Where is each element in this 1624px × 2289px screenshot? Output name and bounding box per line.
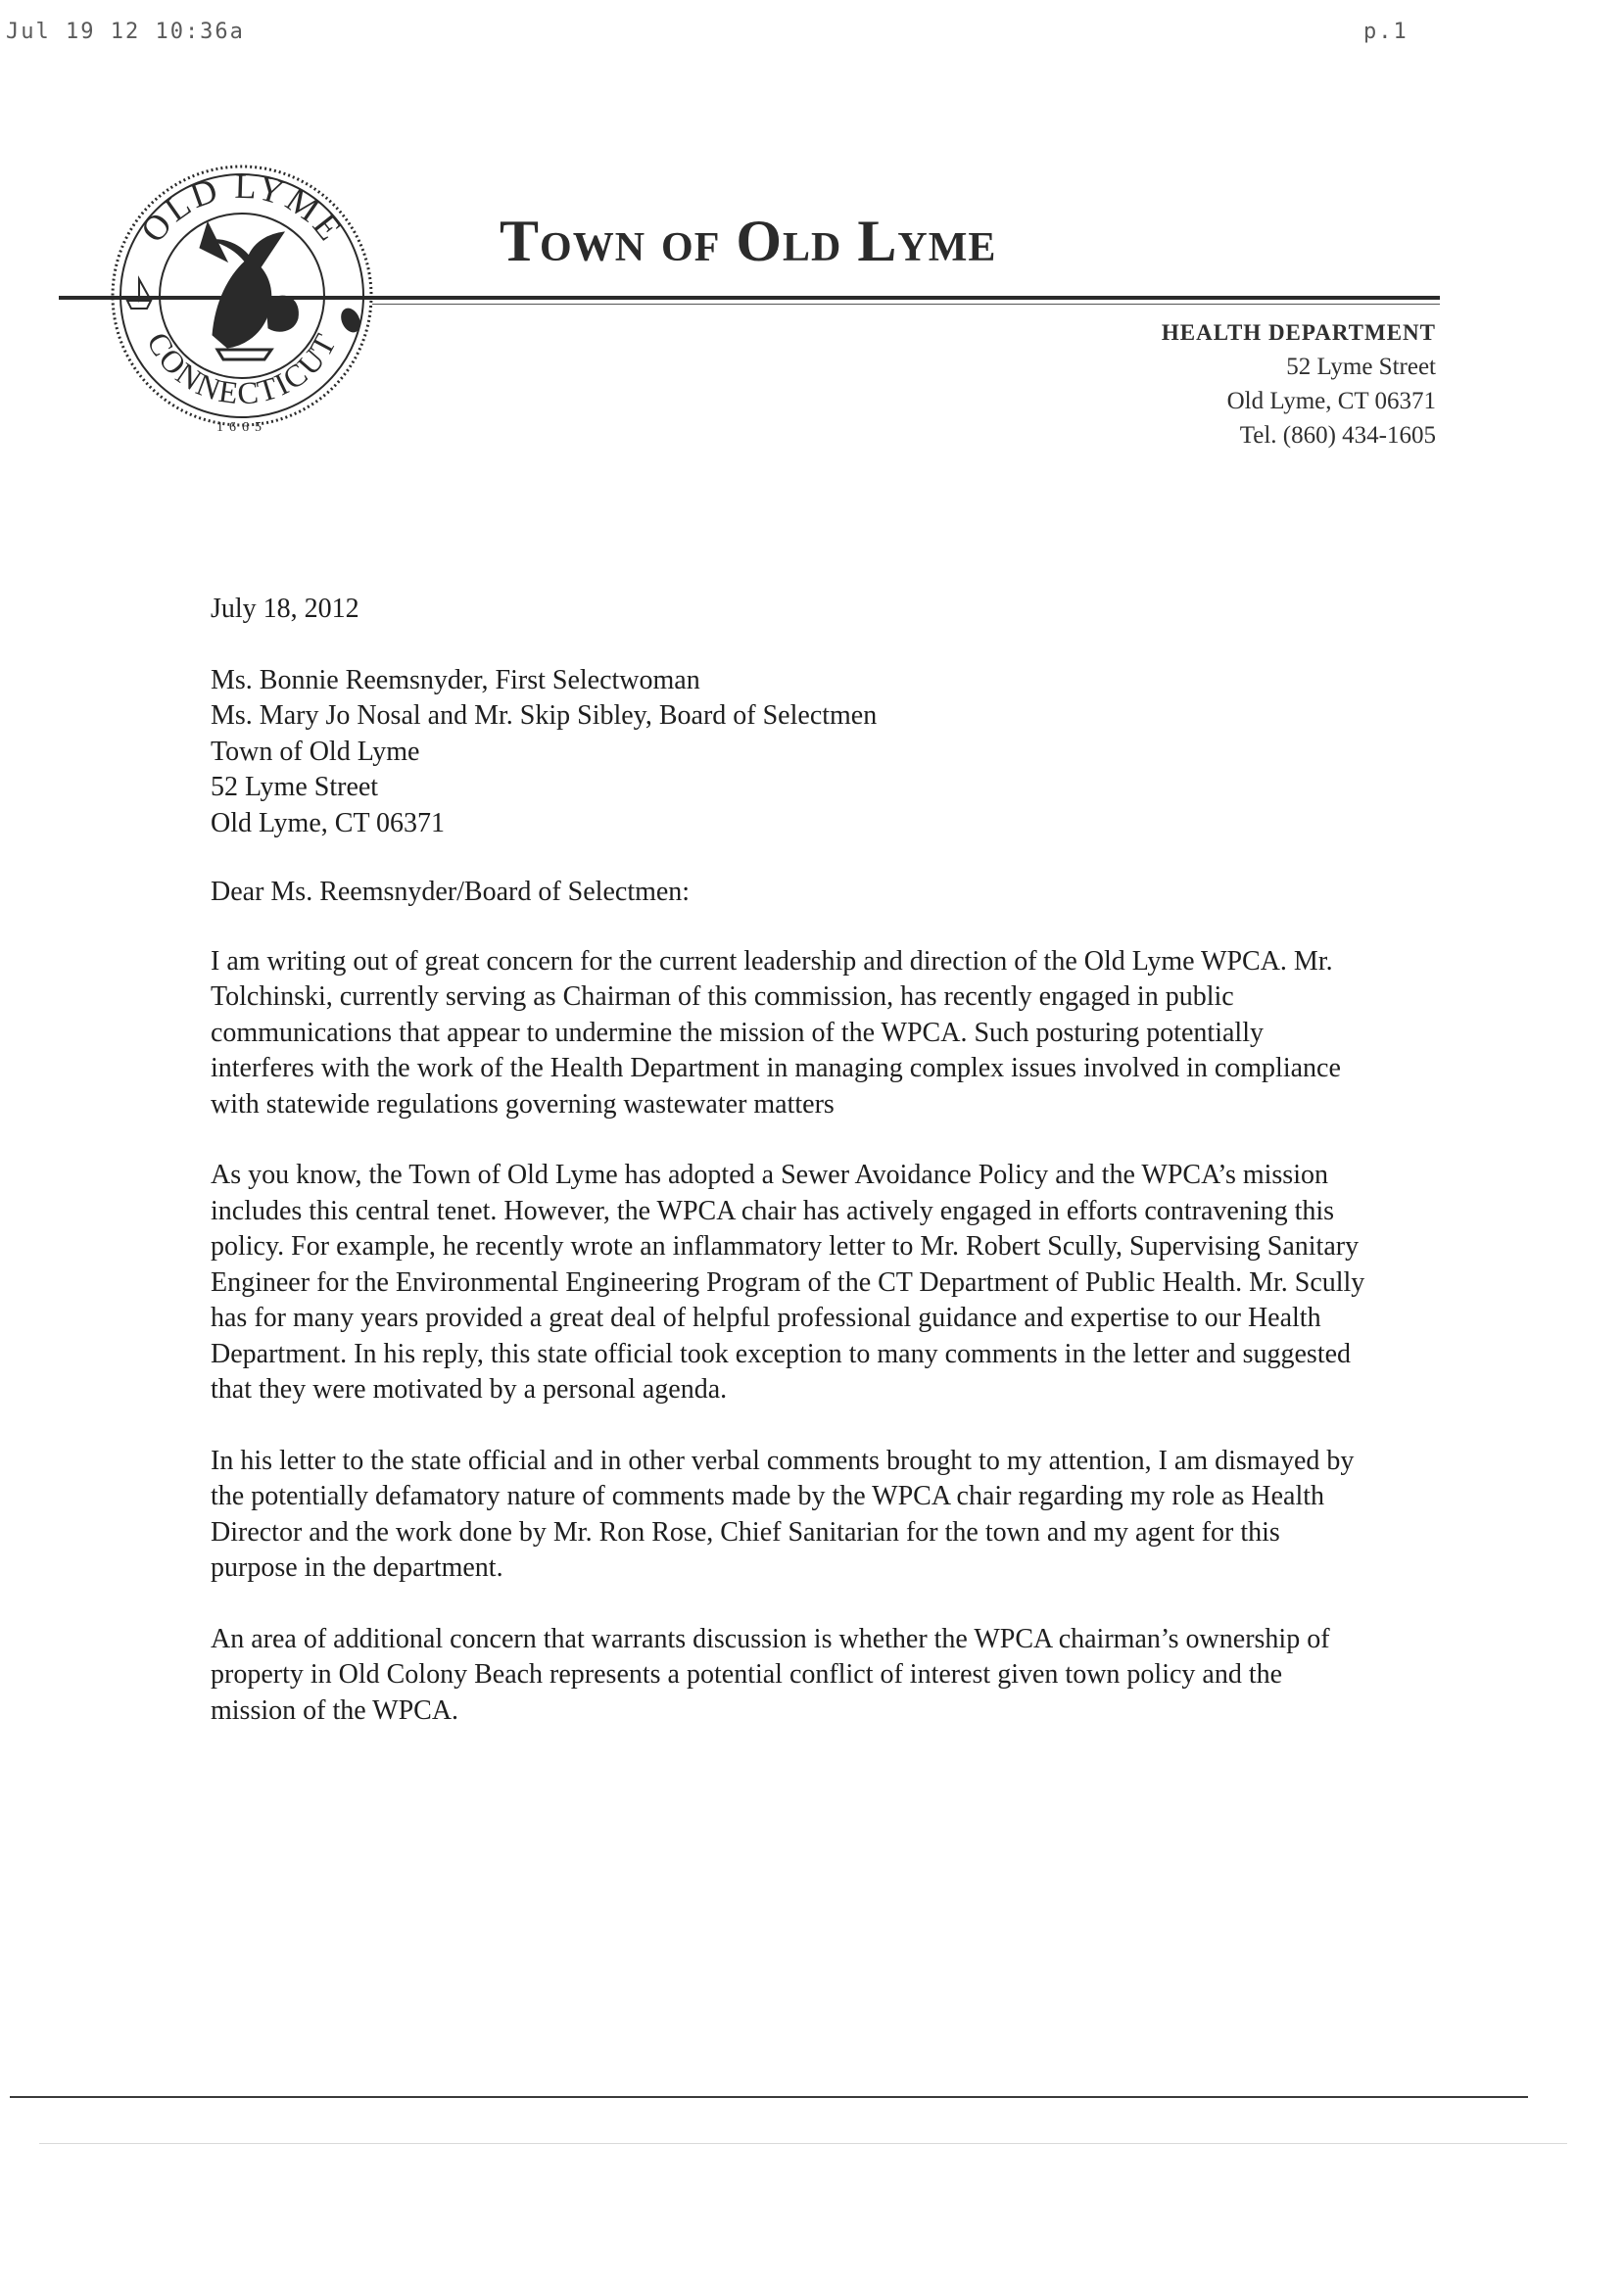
recipient-line: Old Lyme, CT 06371 <box>211 807 446 838</box>
recipient-line: Ms. Bonnie Reemsnyder, First Selectwoman <box>211 664 700 695</box>
department-city: Old Lyme, CT 06371 <box>1226 388 1436 414</box>
fax-page-number: p.1 <box>1363 20 1409 44</box>
department-street: 52 Lyme Street <box>1286 354 1436 380</box>
fax-header <box>0 12 1624 51</box>
recipient-line: Town of Old Lyme <box>211 736 420 767</box>
letterhead-rule-thin <box>372 304 1440 305</box>
recipient-line: Ms. Mary Jo Nosal and Mr. Skip Sibley, Board of Selectmen <box>211 700 878 731</box>
body-paragraph: An area of additional concern that warrants discussion is whether the WPCA chairman’s ownership of property in Old Colony Beach represents a potential conflict of interest given town policy and the mission of the WPCA. <box>211 1623 1330 1726</box>
salutation: Dear Ms. Reemsnyder/Board of Selectmen: <box>211 877 691 907</box>
recipient-line: 52 Lyme Street <box>211 772 379 802</box>
letterhead-title: Town of Old Lyme <box>500 209 997 273</box>
ship-icon <box>127 279 151 309</box>
svg-text:OLD LYME <box>133 167 352 250</box>
footer-rule-faint <box>39 2143 1567 2144</box>
seal-top-text: OLD LYME <box>132 166 352 250</box>
department-phone: Tel. (860) 434-1605 <box>1239 422 1436 449</box>
body-paragraph: In his letter to the state official and in other verbal comments brought to my attention, I am dismayed by the potentially defamatory nature of comments made by the WPCA chair regarding my role as Health Director and the work done by Mr. Ron Rose, Chief Sanitarian for the town and my agent for this purpose in the department. <box>211 1445 1355 1583</box>
letter-body <box>211 592 1366 1764</box>
letterhead-rule <box>59 296 1440 300</box>
letter-date: July 18, 2012 <box>211 594 359 624</box>
footer-rule <box>10 2096 1528 2098</box>
department-address-block <box>1162 315 1436 453</box>
seal-bottom-text: CONNECTICUT <box>140 326 344 411</box>
body-paragraph: As you know, the Town of Old Lyme has adopted a Sewer Avoidance Policy and the WPCA’s mission includes this central tenet. However, the WPCA chair has actively engaged in efforts contravening this policy. For example, he recently wrote an inflammatory letter to Mr. Robert Scully, Supervising Sanitary Engineer for the Environmental Engineering Program of the CT Department of Public Health. Mr. Scully has for many years provided a great deal of helpful professional guidance and expertise to our Health Department. In his reply, this state official took exception to many comments in the letter and suggested that they were motivated by a personal agenda. <box>211 1160 1365 1405</box>
seal-year: 1665 <box>216 420 267 435</box>
recipient-address-block <box>211 663 1366 842</box>
department-name: HEALTH DEPARTMENT <box>1161 320 1436 345</box>
fax-timestamp: Jul 19 12 10:36a <box>6 20 245 44</box>
osprey-icon <box>200 222 298 359</box>
body-paragraph: I am writing out of great concern for the current leadership and direction of the Old Lyme WPCA. Mr. Tolchinski, currently serving as Chairman of this commission, has recently engaged in public communications that appear to undermine the mission of the WPCA. Such posturing potentially interferes with the work of the Health Department in managing complex issues involved in compliance with statewide regulations governing wastewater matters <box>211 945 1341 1120</box>
